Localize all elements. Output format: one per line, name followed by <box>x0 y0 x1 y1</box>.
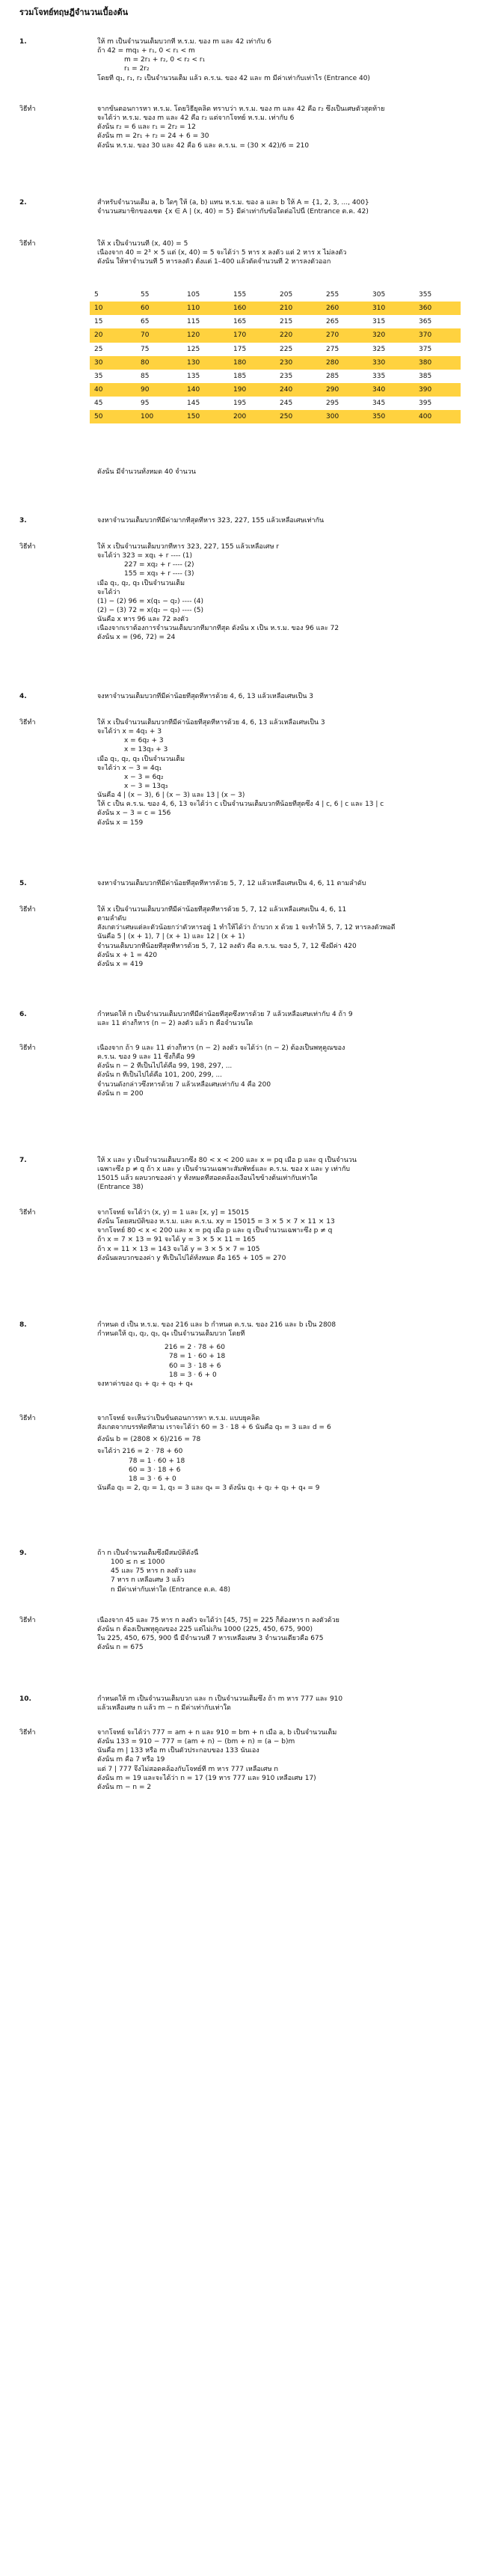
solution-label: วิธีทำ <box>19 543 36 551</box>
table-cell: 305 <box>372 291 386 299</box>
solution-label: วิธีทำ <box>19 240 36 248</box>
table-cell: 335 <box>372 372 386 380</box>
table-cell: 150 <box>182 410 229 423</box>
solution-label: วิธีทำ <box>19 1617 36 1624</box>
table-cell: 30 <box>90 356 136 370</box>
table-cell: 35 <box>94 372 103 380</box>
table-cell: 90 <box>136 383 182 397</box>
table-cell: 330 <box>368 356 414 370</box>
table-cell: 125 <box>187 345 200 353</box>
problem-question: ให้ x และ y เป็นจำนวนเต็มบวกซึ่ง 80 < x < 200 และ x = pq เมื่อ p และ q เป็นจำนวน เฉพาะซึ่ง p ≠ q ถ้า x และ y เป็นจำนวนเฉพาะสัมพัทธ์และ ค.ร.น. ของ x และ y เท่ากับ 15015 แล้ว ผลบวกของค่า y ทั้งหมดที่สอดคล้องเงื่อนไขข้างต้นเท่ากับเท่าใด (Entrance 38) <box>97 1157 357 1192</box>
table-cell: 100 <box>136 410 182 423</box>
table-cell: 285 <box>326 372 339 380</box>
table-cell: 210 <box>275 302 322 315</box>
table-cell: 110 <box>182 302 229 315</box>
table-cell: 395 <box>419 400 432 408</box>
table-cell: 360 <box>414 302 461 315</box>
table-cell: 325 <box>372 345 386 353</box>
table-cell: 65 <box>141 318 150 326</box>
table-cell: 85 <box>141 372 150 380</box>
table-cell: 5 <box>94 291 99 299</box>
problem-question: ให้ m เป็นจำนวนเต็มบวกที่ ห.ร.ม. ของ m และ 42 เท่ากับ 6 ถ้า 42 = mq₁ + r₁, 0 < r₁ < m m = 2r₁ + r₂, 0 < r₂ < r₁ r₁ = 2r₂ โดยที่ q₁, r₁, r₂ เป็นจำนวนเต็ม แล้ว ค.ร.น. ของ 42 และ m มีค่าเท่ากับเท่าไร (Entrance 40) <box>97 38 370 82</box>
table-row <box>90 383 461 397</box>
problem-question: สำหรับจำนวนเต็ม a, b ใดๆ ให้ (a, b) แทน ห.ร.ม. ของ a และ b ให้ A = {1, 2, 3, ..., 400} จำนวนสมาชิกของเซต {x ∈ A | (x, 40) = 5} มีค่าเท่ากับข้อใดต่อไปนี้ (Entrance ต.ค. 42) <box>97 199 369 216</box>
table-row <box>90 288 461 302</box>
table-cell: 315 <box>372 318 386 326</box>
table-cell: 70 <box>136 328 182 342</box>
table-cell: 300 <box>322 410 368 423</box>
problem-question: กำหนดให้ m เป็นจำนวนเต็มบวก และ n เป็นจำนวนเต็มซึ่ง ถ้า m หาร 777 และ 910 แล้วเหลือเศษ n แล้ว m − n มีค่าเท่ากับเท่าใด <box>97 1695 343 1713</box>
table-row <box>90 343 461 356</box>
table-cell: 25 <box>94 345 103 353</box>
problem-number: 3. <box>19 517 27 524</box>
table-cell: 190 <box>229 383 275 397</box>
table-cell: 385 <box>419 372 432 380</box>
table-cell: 155 <box>233 291 247 299</box>
table-cell: 15 <box>94 318 103 326</box>
problem-number: 9. <box>19 1549 27 1557</box>
table-cell: 400 <box>414 410 461 423</box>
multiples-table <box>90 288 461 423</box>
table-cell: 120 <box>182 328 229 342</box>
problem-number: 4. <box>19 693 27 700</box>
table-cell: 215 <box>280 318 293 326</box>
solution-body: จากโจทย์ จะได้ว่า (x, y) = 1 และ [x, y] = 15015 ดังนั้น โดยสมบัติของ ห.ร.ม. และ ค.ร.น. xy = 15015 = 3 × 5 × 7 × 11 × 13 จากโจทย์ 80 < x < 200 และ x = pq เมื่อ p และ q เป็นจำนวนเฉพาะซึ่ง p ≠ q ถ้า x = 7 × 13 = 91 จะได้ y = 3 × 5 × 11 = 165 ถ้า x = 11 × 13 = 143 จะได้ y = 3 × 5 × 7 = 105 ดังนั้นผลบวกของค่า y ที่เป็นไปได้ทั้งหมด คือ 165 + 105 = 270 <box>97 1209 335 1262</box>
table-cell: 235 <box>280 372 293 380</box>
table-cell: 165 <box>233 318 247 326</box>
problem-number: 10. <box>19 1695 31 1703</box>
solution-body: เนื่องจาก 45 และ 75 หาร n ลงตัว จะได้ว่า [45, 75] = 225 ก็ต้องหาร n ลงตัวด้วย ดังนั้น n ต้องเป็นพหุคูณของ 225 แต่ไม่เกิน 1000 (225, 450, 675, 900) ใน 225, 450, 675, 900 นี้ มีจำนวนที่ 7 หารเหลือเศษ 3 จำนวนเดียวคือ 675 ดังนั้น n = 675 <box>97 1617 339 1652</box>
table-cell: 55 <box>141 291 150 299</box>
solution-body: จากโจทย์ จะเห็นว่าเป็นขั้นตอนการหา ห.ร.ม. แบบยุคลิด สังเกตจากบรรทัดที่สาม เราจะได้ว่า 60 = 3 · 18 + 6 นั่นคือ q₃ = 3 และ d = 6 ดังนั้น b = (2808 × 6)/216 = 78 จะได้ว่า 216 = 2 · 78 + 60 78 = 1 · 60 + 18 60 = 3 · 18 + 6 18 = 3 · 6 + 0 นั่นคือ q₁ = 2, q₂ = 1, q₃ = 3 และ q₄ = 3 ดังนั้น q₁ + q₂ + q₃ + q₄ = 9 <box>97 1415 331 1492</box>
table-row <box>90 356 461 370</box>
table-cell: 50 <box>90 410 136 423</box>
table-cell: 60 <box>136 302 182 315</box>
problem-question: กำหนดให้ n เป็นจำนวนเต็มบวกที่มีค่าน้อยที่สุดซึ่งหารด้วย 7 แล้วเหลือเศษเท่ากับ 4 ถ้า 9 และ 11 ต่างก็หาร (n − 2) ลงตัว แล้ว n คือจำนวนใด <box>97 1011 353 1028</box>
table-cell: 195 <box>233 400 247 408</box>
solution-label: วิธีทำ <box>19 906 36 914</box>
table-cell: 320 <box>368 328 414 342</box>
table-cell: 140 <box>182 383 229 397</box>
solution-label: วิธีทำ <box>19 1729 36 1737</box>
solution-body: เนื่องจาก ถ้า 9 และ 11 ต่างก็หาร (n − 2) ลงตัว จะได้ว่า (n − 2) ต้องเป็นพหุคูณของ ค.ร.น. ของ 9 และ 11 ซึ่งก็คือ 99 ดังนั้น n − 2 ที่เป็นไปได้คือ 99, 198, 297, ... ดังนั้น n ที่เป็นไปได้คือ 101, 200, 299, ... จำนวนดังกล่าวซึ่งหารด้วย 7 แล้วเหลือเศษเท่ากับ 4 คือ 200 ดังนั้น n = 200 <box>97 1044 345 1098</box>
table-cell: 260 <box>322 302 368 315</box>
table-cell: 270 <box>322 328 368 342</box>
table-cell: 135 <box>187 372 200 380</box>
table-cell: 275 <box>326 345 339 353</box>
table-cell: 185 <box>233 372 247 380</box>
table-cell: 345 <box>372 400 386 408</box>
table-cell: 240 <box>275 383 322 397</box>
table-cell: 295 <box>326 400 339 408</box>
table-cell: 130 <box>182 356 229 370</box>
table-cell: 370 <box>414 328 461 342</box>
table-cell: 375 <box>419 345 432 353</box>
table-cell: 365 <box>419 318 432 326</box>
table-cell: 350 <box>368 410 414 423</box>
table-cell: 180 <box>229 356 275 370</box>
document-page: รวมโจทย์ทฤษฎีจำนวนเบื้องต้น 1. ให้ m เป็นจำนวนเต็มบวกที่ ห.ร.ม. ของ m และ 42 เท่ากับ 6 ถ้า 42 = mq₁ + r₁, 0 < r₁ < m m = 2r₁ + r₂, 0 < r₂ < r₁ r₁ = 2r₂ โดยที่ q₁, r₁, r₂ เป็นจำนวนเต็ม แล้ว ค.ร.น. ของ 42 และ m มีค่าเท่ากับเท่าไร (Entrance 40) วิธีทำ จากขั้นตอนการหา ห.ร.ม. โดยวิธียุคลิด ทราบว่า ห.ร.ม. ของ m และ 42 คือ r₂ ซึ่งเป็นเศษตัวสุดท้าย จะได้ว่า ห.ร.ม. ของ m และ 42 คือ r₂ แต่จากโจทย์ ห.ร.ม. เท่ากับ 6 ดังนั้น r₂ = 6 และ r₁ = 2r₂ = 12 ดังนั้น m = 2r₁ + r₂ = 24 + 6 = 30 ดังนั้น ห.ร.ม. ของ 30 และ 42 คือ 6 และ ค.ร.น. = (30 × 42)/6 = 210 2. สำหรับจำนวนเต็ม a, b ใดๆ ให้ (a, b) แทน ห.ร.ม. ของ a และ b ให้ A = {1, 2, 3, ..., 400} จำนวนสมาชิกของเซต {x ∈ A | (x, 40) = 5} มีค่าเท่ากับข้อใดต่อไปนี้ (Entrance ต.ค. 42) วิธีทำ ให้ x เป็นจำนวนที่ (x, 40) = 5 เนื่องจาก 40 = 2³ × 5 แต่ (x, 40) = 5 จะได้ว่า 5 หาร x ลงตัว แต่ 2 หาร x ไม่ลงตัว ดังนั้น ให้หาจำนวนที่ 5 หารลงตัว ตั้งแต่ 1–400 แล้วตัดจำนวนที่ 2 หารลงตัวออก 5 55 105 155 205 255 305 355 10 60 110 160 210 260 310 360 15 65 115 165 215 265 315 365 20 70 120 170 220 270 320 370 25 75 125 175 225 275 325 375 30 80 130 180 230 280 330 380 35 85 135 185 235 285 335 385 40 90 140 190 240 290 340 390 45 95 145 195 245 295 345 395 50 100 150 200 250 300 350 400 ดังนั้น มีจำนวนทั้งหมด 40 จำนวน 3. จงหาจำนวนเต็มบวกที่มีค่ามากที่สุดที่หาร 323, 227, 155 แล้วเหลือเศษเท่ากัน วิธีทำ ให้ x เป็นจำนวนเต็มบวกที่หาร 323, 227, 155 แล้วเหลือเศษ r จะได้ว่า 323 = xq₁ + r ---- (1) 227 = xq₂ + r ---- (2) 155 = xq₃ + r ---- (3) เมื่อ q₁, q₂, q₃ เป็นจำนวนเต็ม จะได้ว่า (1) − (2) 96 = x(q₁ − q₂) ---- (4) (2) − (3) 72 = x(q₂ − q₃) ---- (5) นั่นคือ x หาร 96 และ 72 ลงตัว เนื่องจากเราต้องการจำนวนเต็มบวกที่มากที่สุด ดังนั้น x เป็น ห.ร.ม. ของ 96 และ 72 ดังนั้น x = (96, 72) = 24 4. จงหาจำนวนเต็มบวกที่มีค่าน้อยที่สุดที่หารด้วย 4, 6, 13 แล้วเหลือเศษเป็น 3 วิธีทำ ให้ x เป็นจำนวนเต็มบวกที่มีค่าน้อยที่สุดที่หารด้วย 4, 6, 13 แล้วเหลือเศษเป็น 3 จะได้ว่า x = 4q₁ + 3 x = 6q₂ + 3 x = 13q₃ + 3 เมื่อ q₁, q₂, q₃ เป็นจำนวนเต็ม จะได้ว่า x − 3 = 4q₁ x − 3 = 6q₂ x − 3 = 13q₃ นั่นคือ 4 | (x − 3), 6 | (x − 3) และ 13 | (x − 3) ให้ c เป็น ค.ร.น. ของ 4, 6, 13 จะได้ว่า c เป็นจำนวนเต็มบวกที่น้อยที่สุดซึ่ง 4 | c, 6 | c และ 13 | c ดังนั้น x − 3 = c = 156 ดังนั้น x = 159 5. จงหาจำนวนเต็มบวกที่มีค่าน้อยที่สุดที่หารด้วย 5, 7, 12 แล้วเหลือเศษเป็น 4, 6, 11 ตามลำดับ วิธีทำ ให้ x เป็นจำนวนเต็มบวกที่มีค่าน้อยที่สุดที่หารด้วย 5, 7, 12 แล้วเหลือเศษเป็น 4, 6, 11 ตามลำดับ สังเกตว่าเศษแต่ละตัวน้อยกว่าตัวหารอยู่ 1 ทำให้ได้ว่า ถ้าบวก x ด้วย 1 จะทำให้ 5, 7, 12 หารลงตัวพอดี นั่นคือ 5 | (x + 1), 7 | (x + 1) และ 12 | (x + 1) จำนวนเต็มบวกที่น้อยที่สุดที่หารด้วย 5, 7, 12 ลงตัว คือ ค.ร.น. ของ 5, 7, 12 ซึ่งมีค่า 420 ดังนั้น x + 1 = 420 ดังนั้น x = 419 6. กำหนดให้ n เป็นจำนวนเต็มบวกที่มีค่าน้อยที่สุดซึ่งหารด้วย 7 แล้วเหลือเศษเท่ากับ 4 ถ้า 9 และ 11 ต่างก็หาร (n − 2) ลงตัว แล้ว n คือจำนวนใด วิธีทำ เนื่องจาก ถ้า 9 และ 11 ต่างก็หาร (n − 2) ลงตัว จะได้ว่า (n − 2) ต้องเป็นพหุคูณของ ค.ร.น. ของ 9 และ 11 ซึ่งก็คือ 99 ดังนั้น n − 2 ที่เป็นไปได้คือ 99, 198, 297, ... ดังนั้น n ที่เป็นไปได้คือ 101, 200, 299, ... จำนวนดังกล่าวซึ่งหารด้วย 7 แล้วเหลือเศษเท่ากับ 4 คือ 200 ดังนั้น n = 200 7. ให้ x และ y เป็นจำนวนเต็มบวกซึ่ง 80 < x < 200 และ x = pq เมื่อ p และ q เป็นจำนวน เฉพาะซึ่ง p ≠ q ถ้า x และ y เป็นจำนวนเฉพาะสัมพัทธ์และ ค.ร.น. ของ x และ y เท่ากับ 15015 แล้ว ผลบวกของค่า y ทั้งหมดที่สอดคล้องเงื่อนไขข้างต้นเท่ากับเท่าใด (Entrance 38) วิธีทำ จากโจทย์ จะได้ว่า (x, y) = 1 และ [x, y] = 15015 ดังนั้น โดยสมบัติของ ห.ร.ม. และ ค.ร.น. xy = 15015 = 3 × 5 × 7 × 11 × 13 จากโจทย์ 80 < x < 200 และ x = pq เมื่อ p และ q เป็นจำนวนเฉพาะซึ่ง p ≠ q ถ้า x = 7 × 13 = 91 จะได้ y = 3 × 5 × 11 = 165 ถ้า x = 11 × 13 = 143 จะได้ y = 3 × 5 × 7 = 105 ดังนั้นผลบวกของค่า y ที่เป็นไปได้ทั้งหมด คือ 165 + 105 = 270 8. กำหนด d เป็น ห.ร.ม. ของ 216 และ b กำหนด ค.ร.น. ของ 216 และ b เป็น 2808 กำหนดให้ q₁, q₂, q₃, q₄ เป็นจำนวนเต็มบวก โดยที่ 216 = 2 · 78 + 60 78 = 1 · 60 + 18 60 = 3 · 18 + 6 18 = 3 · 6 + 0 จงหาค่าของ q₁ + q₂ + q₃ + q₄ วิธีทำ จากโจทย์ จะเห็นว่าเป็นขั้นตอนการหา ห.ร.ม. แบบยุคลิด สังเกตจากบรรทัดที่สาม เราจะได้ว่า 60 = 3 · 18 + 6 นั่นคือ q₃ = 3 และ d = 6 ดังนั้น b = (2808 × 6)/216 = 78 จะได้ว่า 216 = 2 · 78 + 60 78 = 1 · 60 + 18 60 = 3 · 18 + 6 18 = 3 · 6 + 0 นั่นคือ q₁ = 2, q₂ = 1, q₃ = 3 และ q₄ = 3 ดังนั้น q₁ + q₂ + q₃ + q₄ = 9 9. ถ้า n เป็นจำนวนเต็มซึ่งมีสมบัติดังนี้ 100 ≤ n ≤ 1000 45 และ 75 หาร n ลงตัว และ 7 หาร n เหลือเศษ 3 แล้ว n มีค่าเท่ากับเท่าใด (Entrance ต.ค. 48) วิธีทำ เนื่องจาก 45 และ 75 หาร n ลงตัว จะได้ว่า [45, 75] = 225 ก็ต้องหาร n ลงตัวด้วย ดังนั้น n ต้องเป็นพหุคูณของ 225 แต่ไม่เกิน 1000 (225, 450, 675, 900) ใน 225, 450, 675, 900 นี้ มีจำนวนที่ 7 หารเหลือเศษ 3 จำนวนเดียวคือ 675 ดังนั้น n = 675 10. กำหนดให้ m เป็นจำนวนเต็มบวก และ n เป็นจำนวนเต็มซึ่ง ถ้า m หาร 777 และ 910 แล้วเหลือเศษ n แล้ว m − n มีค่าเท่ากับเท่าใด วิธีทำ จากโจทย์ จะได้ว่า 777 = am + n และ 910 = bm + n เมื่อ a, b เป็นจำนวนเต็ม ดังนั้น 133 = 910 − 777 = (am + n) − (bm + n) = (a − b)m นั่นคือ m | 133 หรือ m เป็นตัวประกอบของ 133 นั่นเอง ดังนั้น m คือ 7 หรือ 19 แต่ 7 | 777 จึงไม่สอดคล้องกับโจทย์ที่ m หาร 777 เหลือเศษ n ดังนั้น m = 19 และจะได้ว่า n = 17 (19 หาร 777 และ 910 เหลือเศษ 17) ดังนั้น m − n = 2 <box>0 0 498 2576</box>
solution-label: วิธีทำ <box>19 1044 36 1052</box>
solution-label: วิธีทำ <box>19 105 36 113</box>
solution-body: จากโจทย์ จะได้ว่า 777 = am + n และ 910 = bm + n เมื่อ a, b เป็นจำนวนเต็ม ดังนั้น 133 = 910 − 777 = (am + n) − (bm + n) = (a − b)m นั่นคือ m | 133 หรือ m เป็นตัวประกอบของ 133 นั่นเอง ดังนั้น m คือ 7 หรือ 19 แต่ 7 | 777 จึงไม่สอดคล้องกับโจทย์ที่ m หาร 777 เหลือเศษ n ดังนั้น m = 19 และจะได้ว่า n = 17 (19 หาร 777 และ 910 เหลือเศษ 17) ดังนั้น m − n = 2 <box>97 1729 337 1791</box>
problem-number: 6. <box>19 1011 27 1018</box>
problem-question: จงหาจำนวนเต็มบวกที่มีค่าน้อยที่สุดที่หารด้วย 4, 6, 13 แล้วเหลือเศษเป็น 3 <box>97 693 313 700</box>
table-cell: 75 <box>141 345 150 353</box>
solution-body: ให้ x เป็นจำนวนเต็มบวกที่มีค่าน้อยที่สุดที่หารด้วย 4, 6, 13 แล้วเหลือเศษเป็น 3 จะได้ว่า x = 4q₁ + 3 x = 6q₂ + 3 x = 13q₃ + 3 เมื่อ q₁, q₂, q₃ เป็นจำนวนเต็ม จะได้ว่า x − 3 = 4q₁ x − 3 = 6q₂ x − 3 = 13q₃ นั่นคือ 4 | (x − 3), 6 | (x − 3) และ 13 | (x − 3) ให้ c เป็น ค.ร.น. ของ 4, 6, 13 จะได้ว่า c เป็นจำนวนเต็มบวกที่น้อยที่สุดซึ่ง 4 | c, 6 | c และ 13 | c ดังนั้น x − 3 = c = 156 ดังนั้น x = 159 <box>97 719 384 827</box>
table-cell: 220 <box>275 328 322 342</box>
table-cell: 340 <box>368 383 414 397</box>
table-cell: 145 <box>187 400 200 408</box>
table-cell: 80 <box>136 356 182 370</box>
solution-body: ให้ x เป็นจำนวนเต็มบวกที่หาร 323, 227, 155 แล้วเหลือเศษ r จะได้ว่า 323 = xq₁ + r ---- (1) 227 = xq₂ + r ---- (2) 155 = xq₃ + r ---- (3) เมื่อ q₁, q₂, q₃ เป็นจำนวนเต็ม จะได้ว่า (1) − (2) 96 = x(q₁ − q₂) ---- (4) (2) − (3) 72 = x(q₂ − q₃) ---- (5) นั่นคือ x หาร 96 และ 72 ลงตัว เนื่องจากเราต้องการจำนวนเต็มบวกที่มากที่สุด ดังนั้น x เป็น ห.ร.ม. ของ 96 และ 72 ดังนั้น x = (96, 72) = 24 <box>97 543 339 642</box>
table-cell: 230 <box>275 356 322 370</box>
problem-question: กำหนด d เป็น ห.ร.ม. ของ 216 และ b กำหนด ค.ร.น. ของ 216 และ b เป็น 2808 กำหนดให้ q₁, q₂, q₃, q₄ เป็นจำนวนเต็มบวก โดยที่ 216 = 2 · 78 + 60 78 = 1 · 60 + 18 60 = 3 · 18 + 6 18 = 3 · 6 + 0 จงหาค่าของ q₁ + q₂ + q₃ + q₄ <box>97 1321 336 1388</box>
solution-body: ให้ x เป็นจำนวนเต็มบวกที่มีค่าน้อยที่สุดที่หารด้วย 5, 7, 12 แล้วเหลือเศษเป็น 4, 6, 11 ตามลำดับ สังเกตว่าเศษแต่ละตัวน้อยกว่าตัวหารอยู่ 1 ทำให้ได้ว่า ถ้าบวก x ด้วย 1 จะทำให้ 5, 7, 12 หารลงตัวพอดี นั่นคือ 5 | (x + 1), 7 | (x + 1) และ 12 | (x + 1) จำนวนเต็มบวกที่น้อยที่สุดที่หารด้วย 5, 7, 12 ลงตัว คือ ค.ร.น. ของ 5, 7, 12 ซึ่งมีค่า 420 ดังนั้น x + 1 = 420 ดังนั้น x = 419 <box>97 906 396 968</box>
problem-number: 1. <box>19 38 27 46</box>
document-title: รวมโจทย์ทฤษฎีจำนวนเบื้องต้น <box>19 7 129 17</box>
table-cell: 200 <box>229 410 275 423</box>
table-row <box>90 315 461 328</box>
table-row <box>90 302 461 315</box>
problem-question: จงหาจำนวนเต็มบวกที่มีค่าน้อยที่สุดที่หารด้วย 5, 7, 12 แล้วเหลือเศษเป็น 4, 6, 11 ตามลำดับ <box>97 880 366 887</box>
table-cell: 380 <box>414 356 461 370</box>
table-row <box>90 397 461 410</box>
table-cell: 40 <box>90 383 136 397</box>
table-cell: 390 <box>414 383 461 397</box>
table-cell: 290 <box>322 383 368 397</box>
solution-label: วิธีทำ <box>19 1415 36 1422</box>
problem-number: 2. <box>19 199 27 206</box>
table-cell: 250 <box>275 410 322 423</box>
table-cell: 115 <box>187 318 200 326</box>
table-cell: 175 <box>233 345 247 353</box>
table-cell: 10 <box>90 302 136 315</box>
table-cell: 20 <box>90 328 136 342</box>
table-cell: 205 <box>280 291 293 299</box>
solution-body: จากขั้นตอนการหา ห.ร.ม. โดยวิธียุคลิด ทราบว่า ห.ร.ม. ของ m และ 42 คือ r₂ ซึ่งเป็นเศษตัวสุดท้าย จะได้ว่า ห.ร.ม. ของ m และ 42 คือ r₂ แต่จากโจทย์ ห.ร.ม. เท่ากับ 6 ดังนั้น r₂ = 6 และ r₁ = 2r₂ = 12 ดังนั้น m = 2r₁ + r₂ = 24 + 6 = 30 ดังนั้น ห.ร.ม. ของ 30 และ 42 คือ 6 และ ค.ร.น. = (30 × 42)/6 = 210 <box>97 105 385 150</box>
table-row <box>90 328 461 342</box>
table-row <box>90 370 461 383</box>
table-cell: 255 <box>326 291 339 299</box>
table-cell: 160 <box>229 302 275 315</box>
problem-number: 8. <box>19 1321 27 1329</box>
solution-label: วิธีทำ <box>19 719 36 726</box>
table-cell: 245 <box>280 400 293 408</box>
table-cell: 310 <box>368 302 414 315</box>
solution-body: ให้ x เป็นจำนวนที่ (x, 40) = 5 เนื่องจาก 40 = 2³ × 5 แต่ (x, 40) = 5 จะได้ว่า 5 หาร x ลงตัว แต่ 2 หาร x ไม่ลงตัว ดังนั้น ให้หาจำนวนที่ 5 หารลงตัว ตั้งแต่ 1–400 แล้วตัดจำนวนที่ 2 หารลงตัวออก <box>97 240 347 266</box>
table-cell: 355 <box>419 291 432 299</box>
table-row <box>90 410 461 423</box>
solution-label: วิธีทำ <box>19 1209 36 1217</box>
table-cell: 225 <box>280 345 293 353</box>
table-cell: 170 <box>229 328 275 342</box>
problem-number: 5. <box>19 880 27 887</box>
table-cell: 45 <box>94 400 103 408</box>
table-cell: 280 <box>322 356 368 370</box>
table-cell: 105 <box>187 291 200 299</box>
table-cell: 265 <box>326 318 339 326</box>
problem-number: 7. <box>19 1157 27 1164</box>
table-cell: 95 <box>141 400 150 408</box>
problem-question: จงหาจำนวนเต็มบวกที่มีค่ามากที่สุดที่หาร 323, 227, 155 แล้วเหลือเศษเท่ากัน <box>97 517 325 524</box>
problem-question: ถ้า n เป็นจำนวนเต็มซึ่งมีสมบัติดังนี้ 100 ≤ n ≤ 1000 45 และ 75 หาร n ลงตัว และ 7 หาร n เหลือเศษ 3 แล้ว n มีค่าเท่ากับเท่าใด (Entrance ต.ค. 48) <box>97 1549 231 1594</box>
